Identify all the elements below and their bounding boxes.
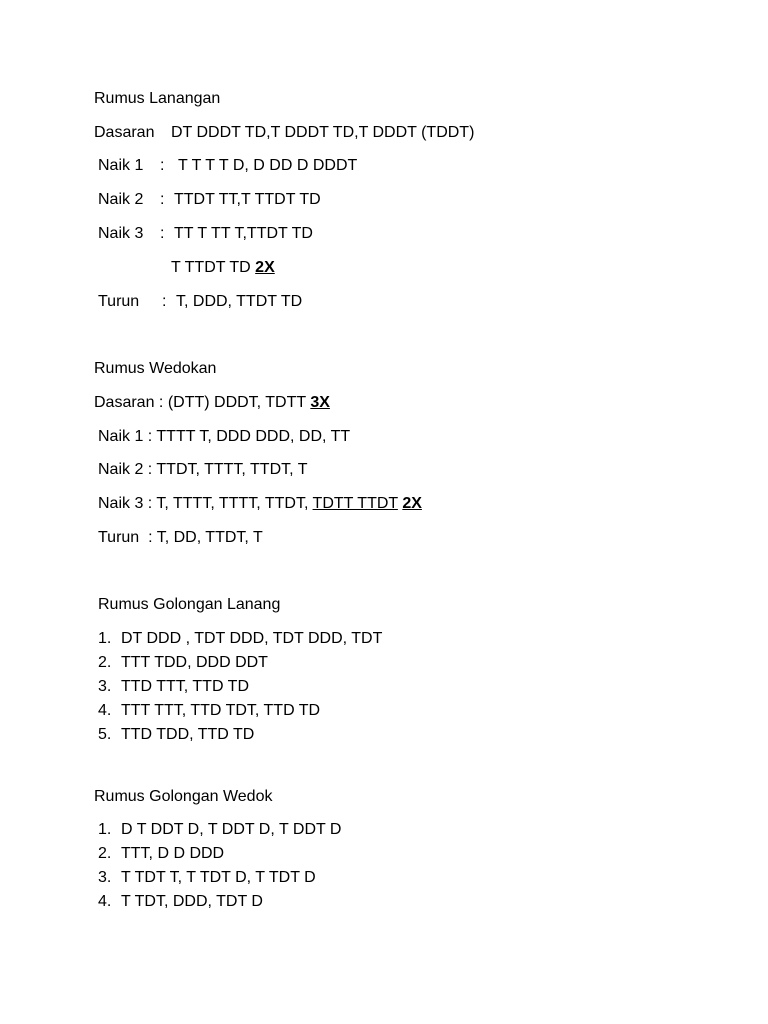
wedokan-dasaran-repeat: 3X [310,394,330,411]
lanangan-naik3-repeat: 2X [255,259,275,276]
lanangan-naik3-continuation [171,258,275,278]
wedokan-naik3-underlined: TDTT TTDT [312,495,398,512]
lanangan-naik3-cont-text: T TTDT TD [171,259,251,276]
list-item-text: TTT TTT, TTD TDT, TTD TD [121,702,321,719]
list-item [98,725,254,745]
lanangan-naik3-colon: : [160,225,165,242]
golongan-wedok-title: Rumus Golongan Wedok [94,788,273,805]
list-item-number: 2. [98,845,112,862]
list-item-number: 5. [98,726,112,743]
list-item-number: 1. [98,630,112,647]
list-item [98,629,382,649]
wedokan-naik3-text: Naik 3 : T, TTTT, TTTT, TTDT, [98,495,309,512]
list-item [98,653,268,673]
lanangan-turun-colon: : [162,293,167,310]
list-item-number: 4. [98,702,112,719]
lanangan-dasaran-value: DT DDDT TD,T DDDT TD,T DDDT (TDDT) [171,124,475,141]
wedokan-dasaran [94,393,330,413]
lanangan-naik1-value: T T T T D, D DD D DDDT [178,157,358,174]
list-item [98,868,316,888]
list-item-text: D T DDT D, T DDT D, T DDT D [121,821,342,838]
list-item-text: TTD TTT, TTD TD [121,678,249,695]
list-item-text: T TDT, DDD, TDT D [121,893,263,910]
list-item [98,892,263,912]
lanangan-title: Rumus Lanangan [94,90,221,107]
lanangan-naik3-label: Naik 3 [98,225,144,242]
lanangan-naik2-value: TTDT TT,T TTDT TD [174,191,321,208]
lanangan-naik3-value: TT T TT T,TTDT TD [174,225,313,242]
lanangan-naik1-label: Naik 1 [98,157,144,174]
list-item-text: TTT, D D DDD [121,845,225,862]
lanangan-naik2-colon: : [160,191,165,208]
wedokan-naik2: Naik 2 : TTDT, TTTT, TTDT, T [98,461,308,478]
lanangan-naik1-colon: : [160,157,165,174]
golongan-lanang-title: Rumus Golongan Lanang [98,596,281,613]
list-item-text: TTD TDD, TTD TD [121,726,255,743]
list-item-text: T TDT T, T TDT D, T TDT D [121,869,316,886]
list-item-number: 2. [98,654,112,671]
list-item-text: DT DDD , TDT DDD, TDT DDD, TDT [121,630,383,647]
wedokan-naik3-repeat: 2X [402,495,422,512]
list-item [98,701,320,721]
wedokan-turun: Turun : T, DD, TTDT, T [98,529,263,546]
list-item [98,677,249,697]
wedokan-naik3 [98,494,422,514]
wedokan-title: Rumus Wedokan [94,360,217,377]
list-item [98,844,224,864]
list-item-number: 3. [98,869,112,886]
list-item-number: 1. [98,821,112,838]
lanangan-turun-label: Turun [98,293,140,310]
lanangan-dasaran-label: Dasaran [94,124,155,141]
lanangan-turun-value: T, DDD, TTDT TD [176,293,303,310]
list-item-number: 4. [98,893,112,910]
wedokan-naik1: Naik 1 : TTTT T, DDD DDD, DD, TT [98,428,351,445]
list-item-text: TTT TDD, DDD DDT [121,654,268,671]
wedokan-dasaran-text: Dasaran : (DTT) DDDT, TDTT [94,394,306,411]
list-item-number: 3. [98,678,112,695]
lanangan-naik2-label: Naik 2 [98,191,144,208]
list-item [98,820,341,840]
